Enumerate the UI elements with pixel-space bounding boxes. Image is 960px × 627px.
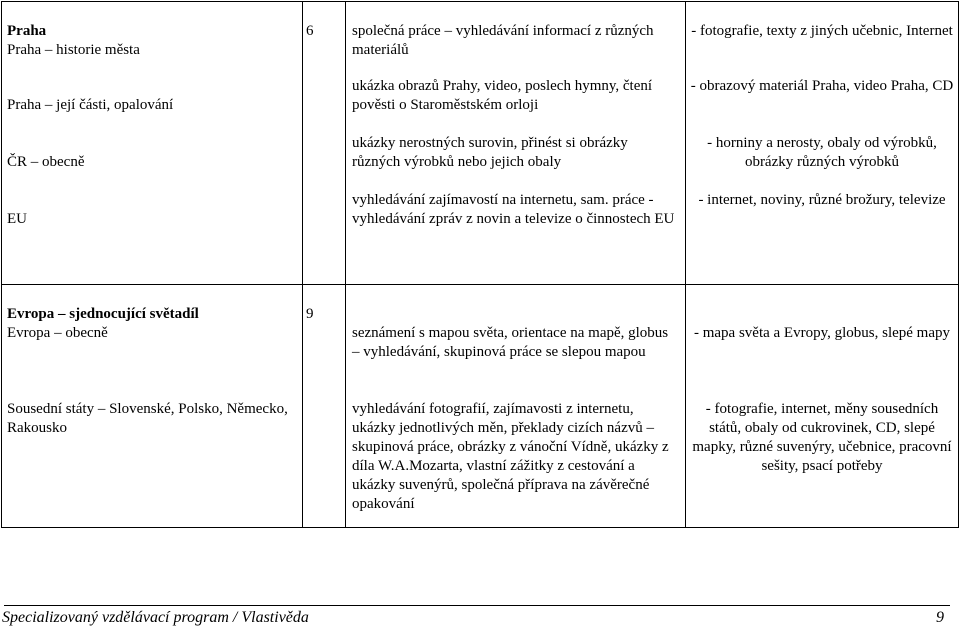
material-item: - obrazový materiál Praha, video Praha, CD [690,78,954,94]
activity-item: vyhledávání fotografií, zajímavosti z internetu, ukázky jednotlivých měn, překlady cizích názvů – skupinová práce, obrázky z vánoční Vídně, ukázky z díla W.A.Mozarta, vlastní zážitky z cestování a ukázky suvenýrů, společná příprava na závěrečné opakování [352,401,669,512]
topic-item: Evropa – obecně [7,325,108,341]
materials-cell [686,285,959,528]
table-row [2,2,959,285]
hours-cell [303,2,346,285]
topic-item: EU [7,211,27,227]
material-item: - horniny a nerosty, obaly od výrobků, obrázky různých výrobků [707,135,937,170]
activity-item: seznámení s mapou světa, orientace na mapě, globus – vyhledávání, skupinová práce se slepou mapou [352,325,669,360]
material-item: - mapa světa a Evropy, globus, slepé mapy [693,325,951,341]
page-number: 9 [936,609,944,626]
material-item: - internet, noviny, různé brožury, televize [698,192,946,208]
topic-item: Praha – historie města [7,42,140,58]
topic-cell [2,2,303,285]
topic-heading: Evropa – sjednocující světadíl [7,306,199,322]
footer-title: Specializovaný vzdělávací program / Vlastivěda [2,609,309,626]
hours-value: 9 [306,306,314,322]
hours-cell [303,285,346,528]
materials-cell [686,2,959,285]
footer-rule [4,605,950,606]
activities-cell [346,285,686,528]
table-row [2,285,959,528]
activity-item: ukázka obrazů Prahy, video, poslech hymny, čtení pověsti o Staroměstském orloji [352,78,653,113]
curriculum-table [1,1,959,528]
topic-item: ČR – obecně [7,154,85,170]
activities-cell [346,2,686,285]
activity-item: ukázky nerostných surovin, přinést si obrázky různých výrobků nebo jejich obaly [352,135,628,170]
material-item: - fotografie, internet, měny sousedních států, obaly od cukrovinek, CD, slepé mapky, různé suvenýry, učebnice, pracovní sešity, psací potřeby [692,401,952,474]
topic-cell [2,285,303,528]
topic-heading: Praha [7,23,47,39]
activity-item: společná práce – vyhledávání informací z různých materiálů [352,23,654,58]
hours-value: 6 [306,23,314,39]
topic-item: Sousední státy – Slovenské, Polsko, Německo, Rakousko [7,401,288,436]
topic-item: Praha – její části, opalování [7,97,174,113]
material-item: - fotografie, texty z jiných učebnic, Internet [691,23,953,39]
activity-item: vyhledávání zajímavostí na internetu, sam. práce - vyhledávání zpráv z novin a televize o činnostech EU [352,192,675,227]
